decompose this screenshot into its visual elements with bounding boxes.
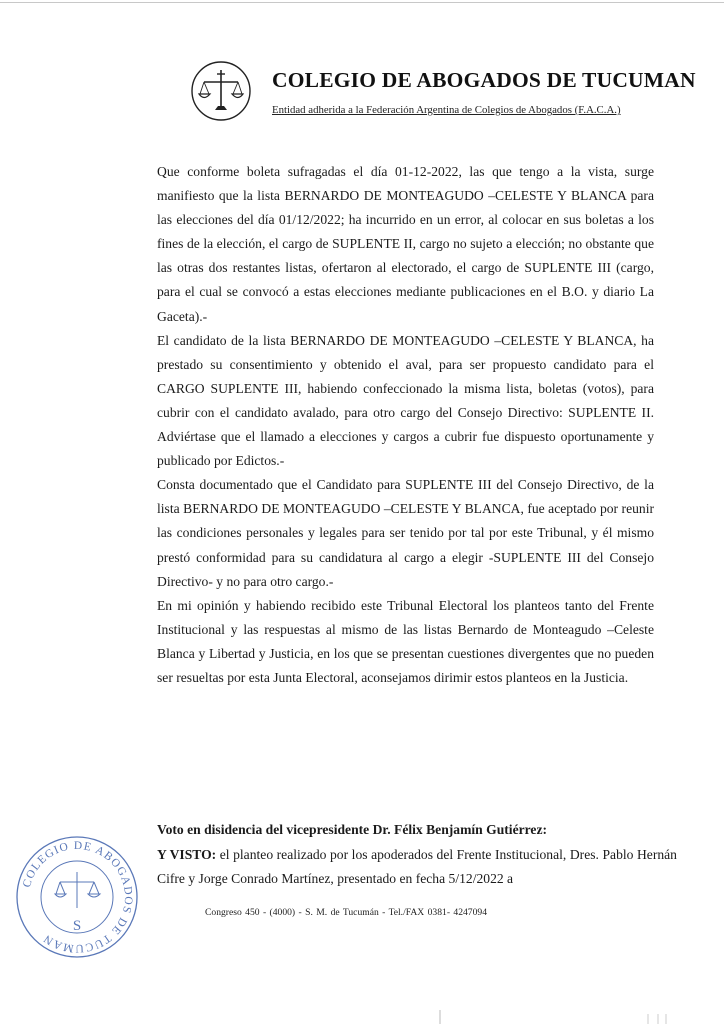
visto-paragraph (157, 843, 677, 892)
visto-label: Y VISTO: (157, 846, 217, 862)
institution-stamp (14, 834, 140, 960)
dissent-heading: Voto en disidencia del vicepresidente Dr. Félix Benjamín Gutiérrez: (157, 822, 548, 837)
scales-of-justice-icon (190, 60, 252, 122)
scan-edge-marks (0, 1010, 724, 1024)
visto-text: el planteo realizado por los apoderados del Frente Institucional, Dres. Pablo Hernán Cifre y Jorge Conrado Martínez, presentado en fecha 5/12/2022 a (157, 846, 677, 886)
body-paragraph: Consta documentado que el Candidato para SUPLENTE III del Consejo Directivo, de la lista BERNARDO DE MONTEAGUDO –CELESTE Y BLANCA, fue aceptado por reunir las condiciones personales y legales para ser tenido por tal por este Tribunal, y él mismo prestó conformidad para su candidatura al cargo a elegir -SUPLENTE III del Consejo Directivo- y no para otro cargo.- (157, 477, 654, 589)
svg-text:COLEGIO DE ABOGADOS DE TUCUMAN (21, 840, 134, 954)
stamp-scales-icon (55, 872, 100, 908)
stamp-text: COLEGIO DE ABOGADOS DE TUCUMAN (20, 839, 135, 955)
body-paragraph: El candidato de la lista BERNARDO DE MONTEAGUDO –CELESTE Y BLANCA, ha prestado su consentimiento y obtenido el aval, para ser propuesto candidato para el CARGO SUPLENTE III, habiendo confeccionado la misma lista, boletas (votos), para cubrir con el candidato avalado, para otro cargo del Consejo Directivo: SUPLENTE II. Adviértase que el llamado a elecciones y cargos a cubrir fue dispuesto oportunamente y publicado por Edictos.- (157, 332, 654, 469)
top-rule (0, 2, 724, 3)
stamp-center-mark: S (72, 918, 82, 934)
body-paragraph: Que conforme boleta sufragadas el día 01-12-2022, las que tengo a la vista, surge manifiesto que la lista BERNARDO DE MONTEAGUDO –CELESTE Y BLANCA para las elecciones del día 01/12/2022; ha incurrido en un error, al colocar en sus boletas a los fines de la elección, el cargo de SUPLENTE II, cargo no sujeto a elección; no obstante que las otras dos restantes listas, ofertaron al electorado, el cargo de SUPLENTE III (cargo, para el cual se convocó a estas elecciones mediante publicaciones en el B.O. y diario La Gaceta).- (157, 164, 654, 324)
organization-name: COLEGIO DE ABOGADOS DE TUCUMAN (272, 68, 696, 92)
dissent-section (157, 818, 677, 892)
body-paragraph: En mi opinión y habiendo recibido este Tribunal Electoral los planteos tanto del Frente Institucional y las respuestas al mismo de las listas Bernardo de Monteagudo –Celeste Blanca y Libertad y Justicia, en los que se presentan cuestiones divergentes que no pueden ser resueltas por esta Junta Electoral, aconsejamos dirimir estos planteos en la Justicia. (157, 597, 654, 685)
footer-address: Congreso 450 - (4000) - S. M. de Tucumán - Tel./FAX 0381- 4247094 (205, 907, 487, 918)
document-body (157, 160, 654, 690)
organization-subtitle: Entidad adherida a la Federación Argentina de Colegios de Abogados (F.A.C.A.) (272, 104, 621, 116)
